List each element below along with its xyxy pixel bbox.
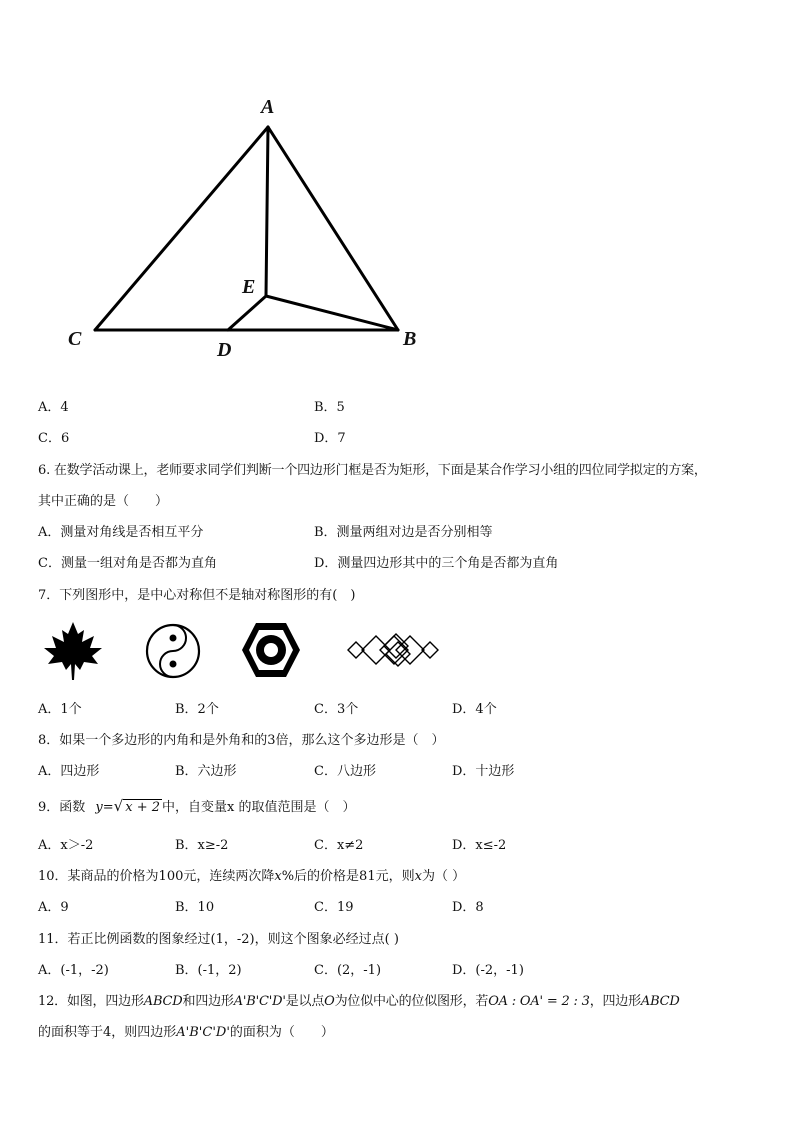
q11-option-a: A．(-1，-2) (38, 963, 109, 978)
q7-stem: 7．下列图形中，是中心对称但不是轴对称图形的有( ) (38, 588, 356, 603)
q11-stem: 11．若正比例函数的图象经过(1，-2)，则这个图象必经过点( ) (38, 932, 399, 947)
q12-stem-line1 (38, 990, 680, 1009)
q12-stem-line2 (38, 1021, 334, 1040)
q7-option-b: B．2个 (175, 702, 219, 717)
q12-l1d: 为位似中心的位似图形，若 (334, 994, 489, 1009)
q12-abcd4: A'B'C'D' (176, 1025, 230, 1040)
q12-abcd2: A'B'C'D' (233, 994, 286, 1009)
q8-option-a: A．四边形 (38, 764, 100, 779)
q12-abcd: ABCD (143, 994, 183, 1009)
q11-option-d: D．(-2，-1) (452, 963, 524, 978)
q11-option-c: C．(2，-1) (314, 963, 382, 978)
segment-ed (228, 296, 266, 330)
q9-stem (38, 796, 355, 815)
q7-option-d: D．4个 (452, 702, 497, 717)
maple-leaf-icon (40, 620, 106, 682)
q8-option-c: C．八边形 (314, 764, 376, 779)
q9-option-c: C．x≠2 (314, 838, 364, 853)
q10-option-c: C．19 (314, 900, 354, 915)
q8-option-b: B．六边形 (175, 764, 237, 779)
label-b: B (403, 328, 417, 350)
label-d: D (217, 339, 232, 361)
q5-option-a: A．4 (38, 400, 69, 415)
q11-option-b: B．(-1，2) (175, 963, 242, 978)
q12-abcd3: ABCD (640, 994, 680, 1009)
sqrt-icon: √ (113, 797, 124, 815)
segment-ae (266, 127, 268, 296)
hexagon-nut-icon (240, 620, 302, 680)
q9-radicand: x + 2 (125, 800, 160, 815)
q7-option-c: C．3个 (314, 702, 359, 717)
q12-l1b: 和四边形 (182, 994, 234, 1009)
yin-yang-icon (144, 622, 202, 680)
q10-post: 为（ ） (421, 869, 466, 884)
q9-pre: 9．函数 (38, 800, 86, 815)
q9-option-b: B．x≥-2 (175, 838, 229, 853)
q10-option-b: B．10 (175, 900, 215, 915)
q10-option-d: D．8 (452, 900, 484, 915)
q9-option-a: A．x＞-2 (38, 838, 94, 853)
interlocked-diamonds-icon (344, 626, 442, 674)
q12-l2b: 的面积为（ ） (229, 1025, 334, 1040)
q6-stem-line1: 6. 在数学活动课上，老师要求同学们判断一个四边形门框是否为矩形，下面是某合作学习小组的四位同学拟定的方案， (38, 463, 707, 478)
q6-stem-line2: 其中正确的是（ ） (38, 494, 169, 509)
q10-option-a: A．9 (38, 900, 69, 915)
q10-pre: 10．某商品的价格为100元，连续两次降 (38, 869, 275, 884)
q5-option-d: D．7 (314, 431, 346, 446)
label-c: C (68, 328, 82, 350)
q12-l1a: 12．如图，四边形 (38, 994, 144, 1009)
q8-option-d: D．十边形 (452, 764, 515, 779)
q12-l1e: ，四边形 (589, 994, 641, 1009)
q5-option-c: C．6 (38, 431, 70, 446)
q12-l2a: 的面积等于4，则四边形 (38, 1025, 177, 1040)
q6-option-d: D．测量四边形其中的三个角是否都为直角 (314, 556, 559, 571)
side-ac (95, 127, 268, 330)
label-a: A (261, 96, 275, 118)
q5-option-b: B．5 (314, 400, 345, 415)
q10-var2: x (414, 869, 422, 884)
q10-mid: %后的价格是81元，则 (281, 869, 415, 884)
q12-ratio: OA : OA' = 2 : 3 (488, 994, 590, 1009)
q6-option-b: B．测量两组对边是否分别相等 (314, 525, 493, 540)
q9-option-d: D．x≤-2 (452, 838, 507, 853)
q6-option-c: C．测量一组对角是否都为直角 (38, 556, 217, 571)
q10-var: x (274, 869, 282, 884)
side-ab (268, 127, 398, 330)
q12-l1c: 是以点 (285, 994, 325, 1009)
q10-stem (38, 865, 465, 884)
label-e: E (242, 276, 256, 298)
q7-option-a: A．1个 (38, 702, 82, 717)
q12-o: O (324, 994, 335, 1009)
q9-y: y= (95, 800, 114, 815)
q6-option-a: A．测量对角线是否相互平分 (38, 525, 204, 540)
triangle-figure (0, 0, 794, 380)
q8-stem: 8．如果一个多边形的内角和是外角和的3倍，那么这个多边形是（ ） (38, 733, 445, 748)
q9-post: 中，自变量x 的取值范围是（ ） (162, 800, 356, 815)
